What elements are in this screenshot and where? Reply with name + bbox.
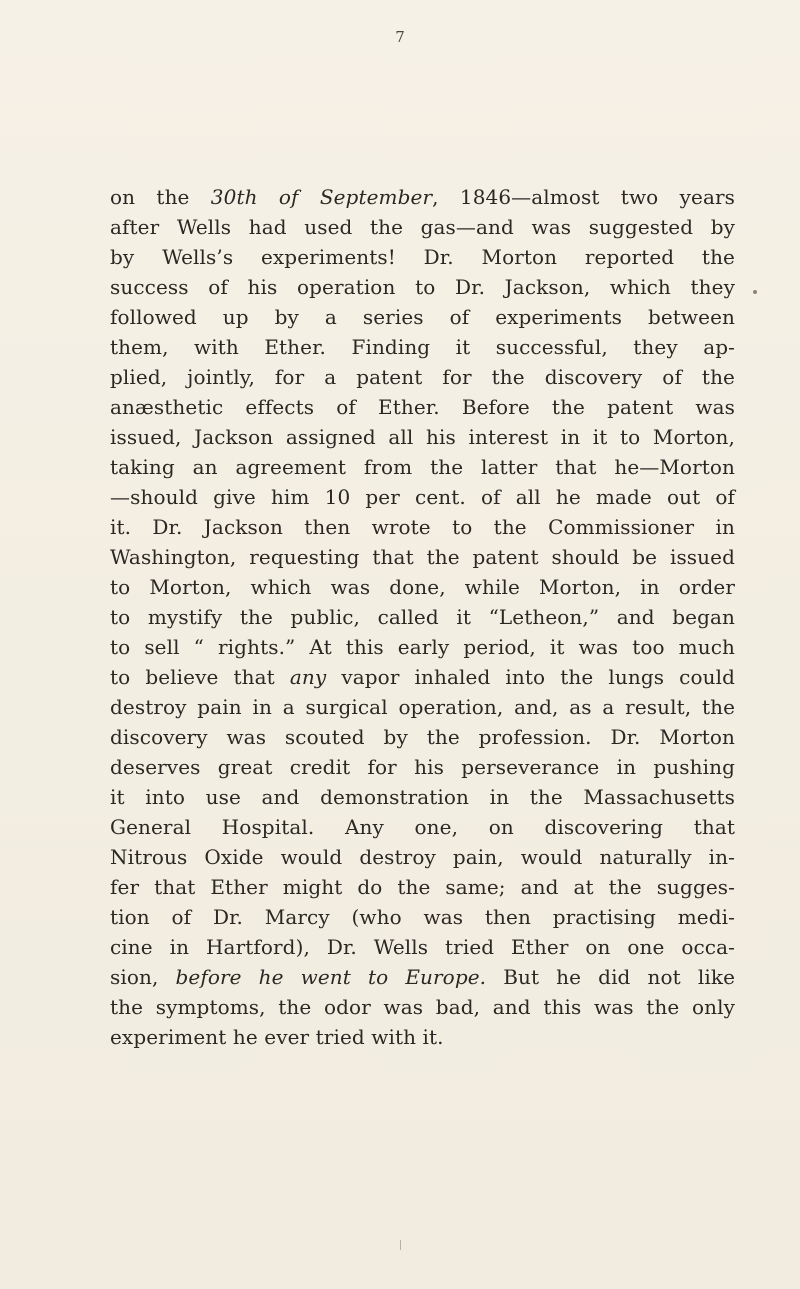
text-line: to Morton, which was done, while Morton, in order: [110, 575, 735, 599]
text-line: Washington, requesting that the patent should be issued: [110, 545, 735, 569]
text-line: by Wells’s experiments! Dr. Morton reported the: [110, 245, 735, 269]
text-line: anæsthetic effects of Ether. Before the patent was: [110, 395, 735, 419]
text-line: them, with Ether. Finding it successful, they ap-: [110, 335, 735, 359]
text-line: fer that Ether might do the same; and at the sugges-: [110, 875, 735, 899]
text-line: the symptoms, the odor was bad, and this was the only: [110, 995, 735, 1019]
text-line: it. Dr. Jackson then wrote to the Commissioner in: [110, 515, 735, 539]
text-line: it into use and demonstration in the Massachusetts: [110, 785, 735, 809]
text-line: Nitrous Oxide would destroy pain, would naturally in-: [110, 845, 735, 869]
body-text: [110, 182, 735, 1052]
text-line: cine in Hartford), Dr. Wells tried Ether on one occa-: [110, 935, 735, 959]
text-line: to mystify the public, called it “Letheon,” and began: [110, 605, 735, 629]
text-line: tion of Dr. Marcy (who was then practising medi-: [110, 905, 735, 929]
text-line: to sell “ rights.” At this early period, it was too much: [110, 635, 735, 659]
text-line: —should give him 10 per cent. of all he made out of: [110, 485, 735, 509]
text-line: sion, before he went to Europe. But he did not like: [110, 965, 736, 989]
text-line: discovery was scouted by the profession. Dr. Morton: [110, 725, 735, 749]
ink-speck: [400, 1240, 401, 1250]
page-number: 7: [395, 28, 405, 46]
text-line: to believe that any vapor inhaled into the lungs could: [110, 665, 735, 689]
text-line: plied, jointly, for a patent for the discovery of the: [110, 365, 735, 389]
text-line: followed up by a series of experiments between: [110, 305, 735, 329]
text-line: General Hospital. Any one, on discovering that: [110, 815, 735, 839]
text-line: on the 30th of September, 1846—almost two years: [110, 185, 735, 209]
text-line: after Wells had used the gas—and was suggested by: [110, 215, 735, 239]
text-line: issued, Jackson assigned all his interest in it to Morton,: [110, 425, 735, 449]
text-line: destroy pain in a surgical operation, and, as a result, the: [110, 695, 735, 719]
ink-speck: [753, 290, 757, 294]
text-line: success of his operation to Dr. Jackson, which they: [110, 275, 735, 299]
text-line: taking an agreement from the latter that he—Morton: [110, 455, 735, 479]
text-line: experiment he ever tried with it.: [110, 1025, 444, 1049]
text-line: deserves great credit for his perseverance in pushing: [110, 755, 735, 779]
